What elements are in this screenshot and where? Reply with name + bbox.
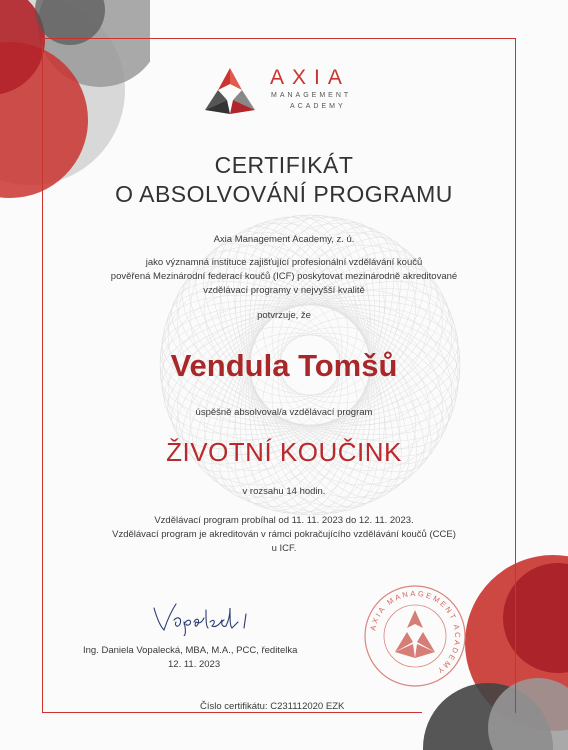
logo-subtitle-management: MANAGEMENT [271, 92, 352, 99]
description-line-3: vzdělávací programy v nejvyšší kvalitě [203, 285, 365, 296]
description-line-1: jako významná instituce zajišťující profesionální vzdělávání koučů [145, 257, 423, 268]
certificate-number: Číslo certifikátu: C231112020 EZK [200, 701, 345, 712]
completed-text: úspěšně absolvoval/a vzdělávací program [195, 407, 373, 418]
institution-name: Axia Management Academy, z. ú. [213, 234, 355, 245]
signatory-name: Ing. Daniela Vopalecká, MBA, M.A., PCC, ředitelka [83, 645, 298, 656]
axia-stamp-icon [363, 584, 467, 688]
logo-subtitle-academy: ACADEMY [290, 103, 346, 110]
program-dates: Vzdělávací program probíhal od 11. 11. 2023 do 12. 11. 2023. [154, 515, 414, 526]
program-scope: v rozsahu 14 hodin. [242, 486, 326, 497]
svg-text:AXIA MANAGEMENT ACADEMY: AXIA MANAGEMENT ACADEMY [368, 588, 463, 677]
certificate-title: CERTIFIKÁT [214, 152, 354, 178]
handwritten-signature [150, 600, 260, 636]
accreditation-line-2: u ICF. [271, 543, 297, 554]
description-line-2: pověřená Mezinárodní federací koučů (ICF) poskytovat mezinárodně akreditované [110, 271, 458, 282]
program-name: ŽIVOTNÍ KOUČINK [166, 437, 402, 467]
accreditation-line-1: Vzdělávací program je akreditován v rámci pokračujícího vzdělávání koučů (CCE) [112, 529, 456, 540]
certificate-subtitle: O ABSOLVOVÁNÍ PROGRAMU [115, 181, 453, 207]
signature-date: 12. 11. 2023 [168, 659, 221, 670]
confirms-text: potvrzuje, že [257, 310, 311, 321]
certificate-frame-bottom [42, 712, 422, 713]
recipient-name: Vendula Tomšů [170, 348, 398, 383]
logo-wordmark: AXIA [270, 66, 350, 89]
